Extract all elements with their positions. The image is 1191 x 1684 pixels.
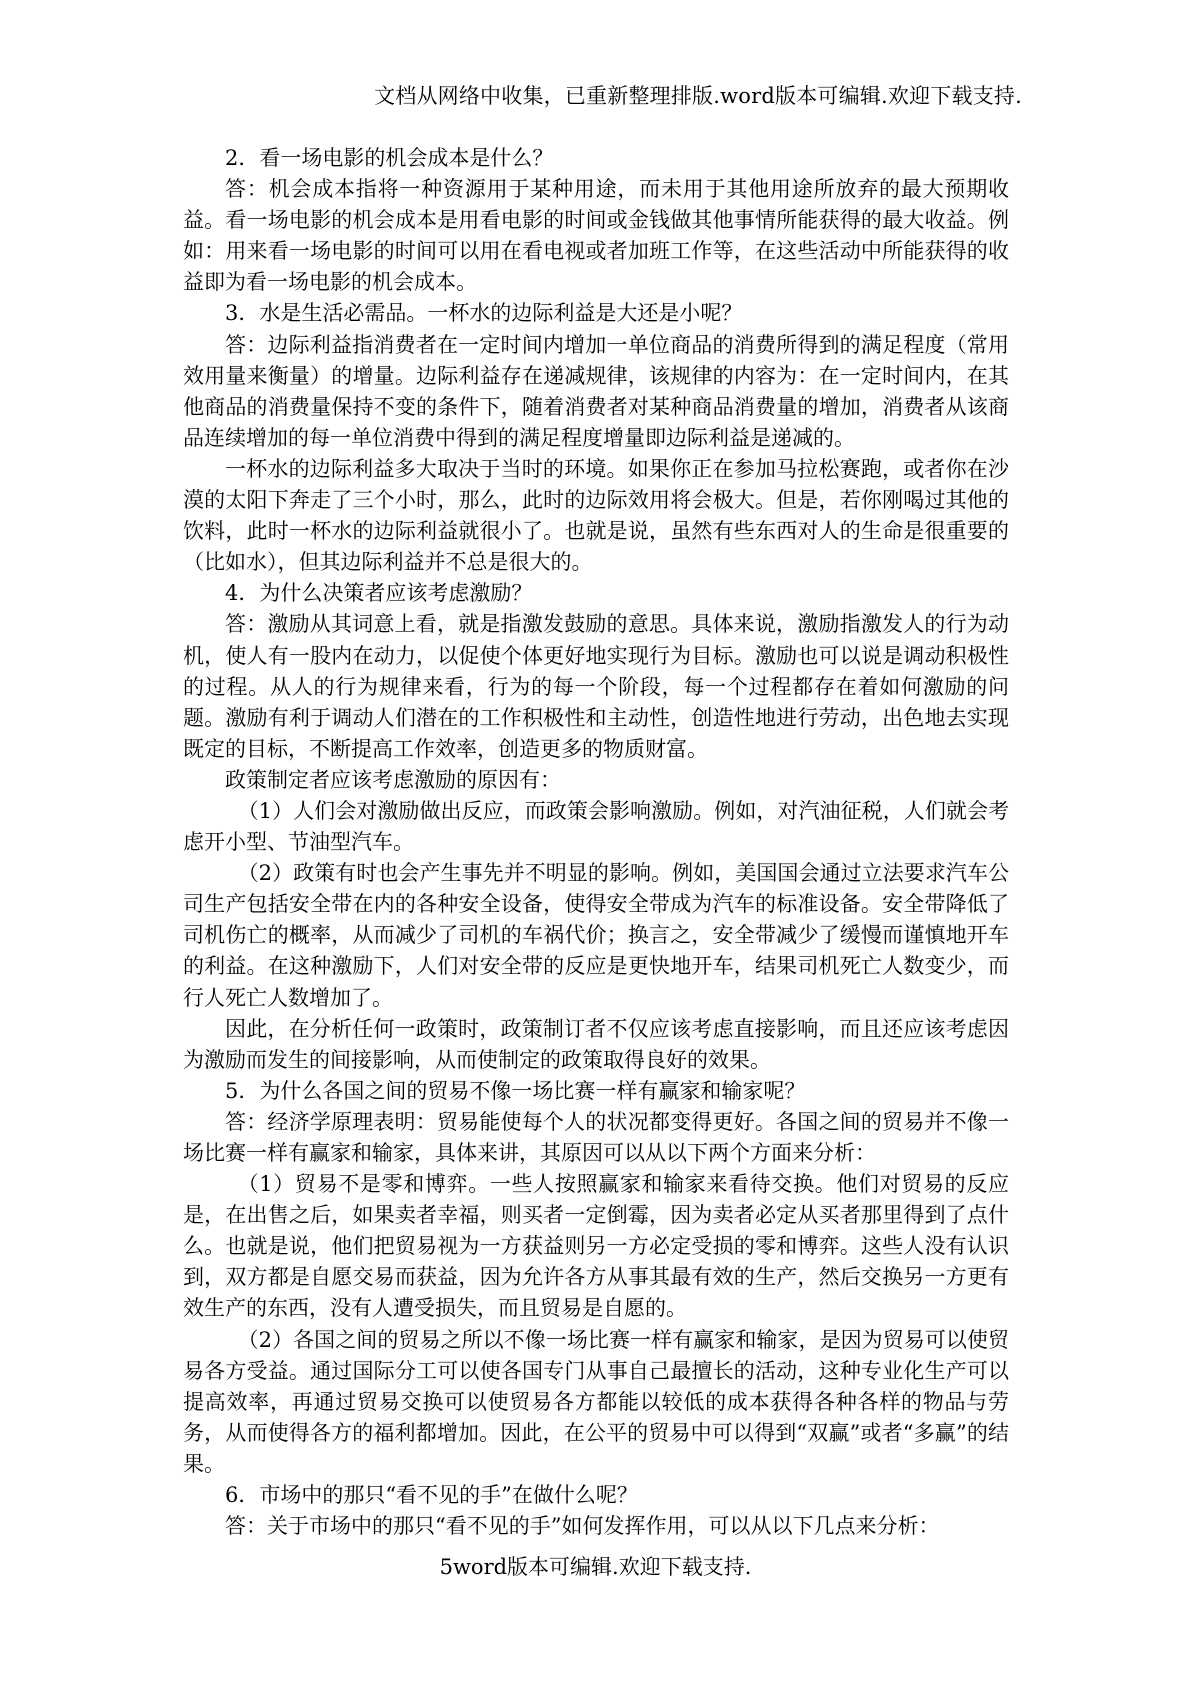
- question-2: 2．看一场电影的机会成本是什么？: [225, 146, 554, 170]
- answer-6: 答：关于市场中的那只“看不见的手”如何发挥作用，可以从以下几点来分析：: [225, 1514, 940, 1539]
- answer-3: 答：边际利益指消费者在一定时间内增加一单位商品的消费所得到的满足程度（常用效用量来衡量）的增量。边际利益存在递减规律，该规律的内容为：在一定时间内，在其他商品的消费量保持不变的条件下，随着消费者对某种商品消费量的增加，消费者从该商品连续增加的每一单位消费中得到的满足程度增量即边际利益是递减的。: [183, 332, 1009, 450]
- answer-4-reason-2: （2）政策有时也会产生事先并不明显的影响。例如，美国国会通过立法要求汽车公司生产包括安全带在内的各种安全设备，使得安全带成为汽车的标准设备。安全带降低了司机伤亡的概率，从而减少了司机的车祸代价；换言之，安全带减少了缓慢而谨慎地开车的利益。在这种激励下，人们对安全带的反应是更快地开车，结果司机死亡人数变少，而行人死亡人数增加了。: [183, 861, 1009, 1010]
- answer-4-reasons-intro: 政策制定者应该考虑激励的原因有：: [225, 767, 561, 792]
- answer-5-point-1: （1）贸易不是零和博弈。一些人按照赢家和输家来看待交换。他们对贸易的反应是，在出售之后，如果卖者幸福，则买者一定倒霉，因为卖者必定从买者那里得到了点什么。也就是说，他们把贸易视为一方获益则另一方必定受损的零和博弈。这些人没有认识到，双方都是自愿交易而获益，因为允许各方从事其最有效的生产，然后交换另一方更有效生产的东西，没有人遭受损失，而且贸易是自愿的。: [183, 1172, 1009, 1321]
- answer-4-reason-1: （1）人们会对激励做出反应，而政策会影响激励。例如，对汽油征税，人们就会考虑开小型、节油型汽车。: [183, 798, 1009, 855]
- answer-5-point-2: （2）各国之间的贸易之所以不像一场比赛一样有赢家和输家，是因为贸易可以使贸易各方受益。通过国际分工可以使各国专门从事自己最擅长的活动，这种专业化生产可以提高效率，再通过贸易交换可以使贸易各方都能以较低的成本获得各种各样的物品与劳务，从而使得各方的福利都增加。因此，在公平的贸易中可以得到“双赢”或者“多赢”的结果。: [183, 1327, 1009, 1476]
- answer-4: 答：激励从其词意上看，就是指激发鼓励的意思。具体来说，激励指激发人的行为动机，使人有一股内在动力，以促使个体更好地实现行为目标。激励也可以说是调动积极性的过程。从人的行为规律来看，行为的每一个阶段，每一个过程都存在着如何激励的问题。激励有利于调动人们潜在的工作积极性和主动性，创造性地进行劳动，出色地去实现既定的目标，不断提高工作效率，创造更多的物质财富。: [183, 612, 1009, 761]
- answer-3-continued: 一杯水的边际利益多大取决于当时的环境。如果你正在参加马拉松赛跑，或者你在沙漠的太阳下奔走了三个小时，那么，此时的边际效用将会极大。但是，若你刚喝过其他的饮料，此时一杯水的边际利益就很小了。也就是说，虽然有些东西对人的生命是很重要的（比如水），但其边际利益并不总是很大的。: [183, 456, 1009, 575]
- question-6: 6．市场中的那只“看不见的手”在做什么呢？: [225, 1483, 638, 1508]
- question-3: 3．水是生活必需品。一杯水的边际利益是大还是小呢？: [225, 301, 743, 326]
- question-4: 4．为什么决策者应该考虑激励？: [225, 581, 533, 606]
- answer-2: 答：机会成本指将一种资源用于某种用途，而未用于其他用途所放弃的最大预期收益。看一场电影的机会成本是用看电影的时间或金钱做其他事情所能获得的最大收益。例如：用来看一场电影的时间可以用在看电视或者加班工作等，在这些活动中所能获得的收益即为看一场电影的机会成本。: [183, 177, 1009, 295]
- page-header: 文档从网络中收集，已重新整理排版.word版本可编辑.欢迎下载支持.: [374, 84, 1022, 108]
- document-body: [183, 143, 1009, 1542]
- answer-4-conclusion: 因此，在分析任何一政策时，政策制订者不仅应该考虑直接影响，而且还应该考虑因为激励而发生的间接影响，从而使制定的政策取得良好的效果。: [183, 1016, 1009, 1072]
- question-5: 5．为什么各国之间的贸易不像一场比赛一样有赢家和输家呢？: [225, 1078, 806, 1103]
- answer-5: 答：经济学原理表明：贸易能使每个人的状况都变得更好。各国之间的贸易并不像一场比赛一样有赢家和输家，具体来讲，其原因可以从以下两个方面来分析：: [183, 1109, 1009, 1165]
- page-footer: 5word版本可编辑.欢迎下载支持.: [439, 1555, 752, 1579]
